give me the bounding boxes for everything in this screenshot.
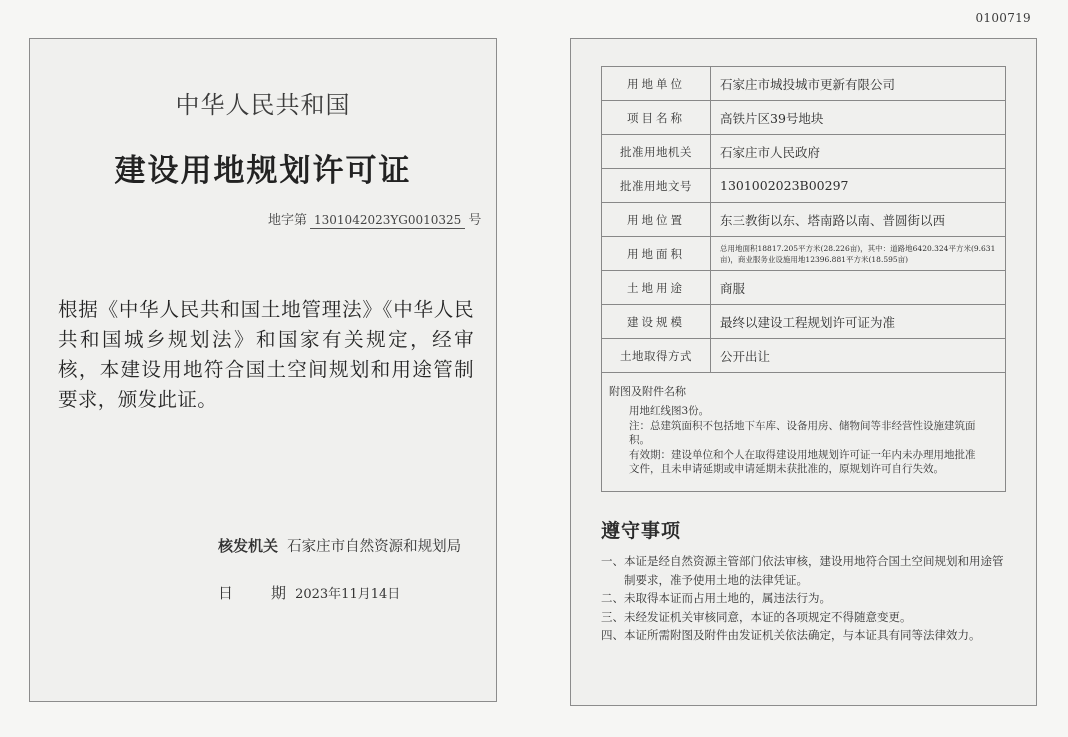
attachment-line: 注：总建筑面积不包括地下车库、设备用房、储物间等非经营性设施建筑面积。	[629, 419, 976, 446]
certificate-title: 建设用地规划许可证	[114, 153, 412, 189]
certificate-number-suffix: 号	[468, 213, 482, 228]
notice-number: 三、	[601, 609, 624, 624]
certificate-number-prefix: 地字第	[268, 213, 308, 228]
row-value-construction-scale: 最终以建设工程规划许可证为准	[720, 314, 896, 330]
table-row	[602, 305, 1005, 339]
row-label-land-location: 用地位置	[602, 203, 711, 236]
table-row	[602, 203, 1005, 237]
notice-text: 本证是经自然资源主管部门依法审核，建设用地符合国土空间规划和用途管制要求，准予使用土地的法律凭证。	[624, 554, 1004, 587]
list-item	[601, 626, 1011, 645]
certificate-statement: 根据《中华人民共和国土地管理法》《中华人民共和国城乡规划法》和国家有关规定，经审核，本建设用地符合国土空间规划和用途管制要求，颁发此证。	[58, 298, 474, 411]
table-row	[602, 67, 1005, 101]
certificate-number: 1301042023YG0010325	[310, 213, 465, 229]
notice-number: 二、	[601, 591, 624, 605]
table-row	[602, 339, 1005, 373]
table-row	[602, 135, 1005, 169]
issuer-value: 石家庄市自然资源和规划局	[287, 539, 462, 555]
row-label-land-unit: 用地单位	[602, 67, 711, 100]
notice-number: 一、	[601, 554, 624, 568]
notice-title: 遵守事项	[601, 520, 682, 542]
table-row	[602, 271, 1005, 305]
notice-text: 未取得本证而占用土地的，属违法行为。	[624, 591, 831, 605]
country-name: 中华人民共和国	[175, 91, 351, 119]
notice-text: 本证所需附图及附件由发证机关依法确定，与本证具有同等法律效力。	[624, 628, 981, 642]
serial-number: 0100719	[975, 11, 1031, 25]
certificate-cover-page	[29, 38, 497, 702]
list-item	[601, 552, 1011, 589]
row-label-approval-doc-number: 批准用地文号	[602, 169, 711, 202]
row-value-project-name: 高铁片区39号地块	[720, 110, 824, 126]
issuer-row	[218, 535, 461, 556]
certificate-details-page	[570, 38, 1037, 706]
notice-number: 四、	[601, 628, 624, 642]
date-label: 日 期	[218, 584, 286, 602]
table-row	[602, 237, 1005, 271]
row-value-approval-doc-number: 1301002023B00297	[720, 178, 849, 193]
notice-list	[601, 552, 1011, 645]
attachments-title: 附图及附件名称	[609, 385, 686, 398]
land-info-table	[601, 66, 1006, 492]
issuer-label: 核发机关	[218, 537, 279, 555]
issue-date: 2023年11月14日	[295, 587, 401, 602]
row-value-land-unit: 石家庄市城投城市更新有限公司	[720, 76, 896, 92]
row-label-land-area: 用地面积	[602, 237, 711, 270]
attachment-line: 用地红线图3份。	[629, 405, 710, 417]
list-item	[601, 589, 1011, 608]
row-label-project-name: 项目名称	[602, 101, 711, 134]
attachment-line: 有效期：建设单位和个人在取得建设用地规划许可证一年内未办理用地批准文件，且未申请延期或申请延期未获批准的，原规划许可自行失效。	[629, 448, 976, 475]
list-item	[601, 608, 1011, 627]
row-label-construction-scale: 建设规模	[602, 305, 711, 338]
table-row	[602, 101, 1005, 135]
notice-text: 未经发证机关审核同意，本证的各项规定不得随意变更。	[624, 609, 912, 624]
row-value-acquisition-method: 公开出让	[720, 348, 771, 364]
row-label-approving-authority: 批准用地机关	[602, 135, 711, 168]
row-value-land-location: 东三教街以东、塔南路以南、普圆街以西	[720, 212, 946, 228]
table-row	[602, 169, 1005, 203]
row-value-land-use: 商服	[720, 280, 746, 296]
row-label-acquisition-method: 土地取得方式	[602, 339, 711, 372]
date-row	[218, 582, 400, 603]
row-value-land-area: 总用地面积18817.205平方米(28.226亩)，其中：道路地6420.324平方米(9.631亩)，商业服务业设施用地12396.881平方米(18.595亩)	[720, 243, 996, 264]
row-value-approving-authority: 石家庄市人民政府	[720, 144, 821, 160]
certificate-number-line	[268, 209, 481, 229]
attachments-section	[602, 373, 1005, 492]
row-label-land-use: 土地用途	[602, 271, 711, 304]
attachments-text	[629, 404, 979, 477]
